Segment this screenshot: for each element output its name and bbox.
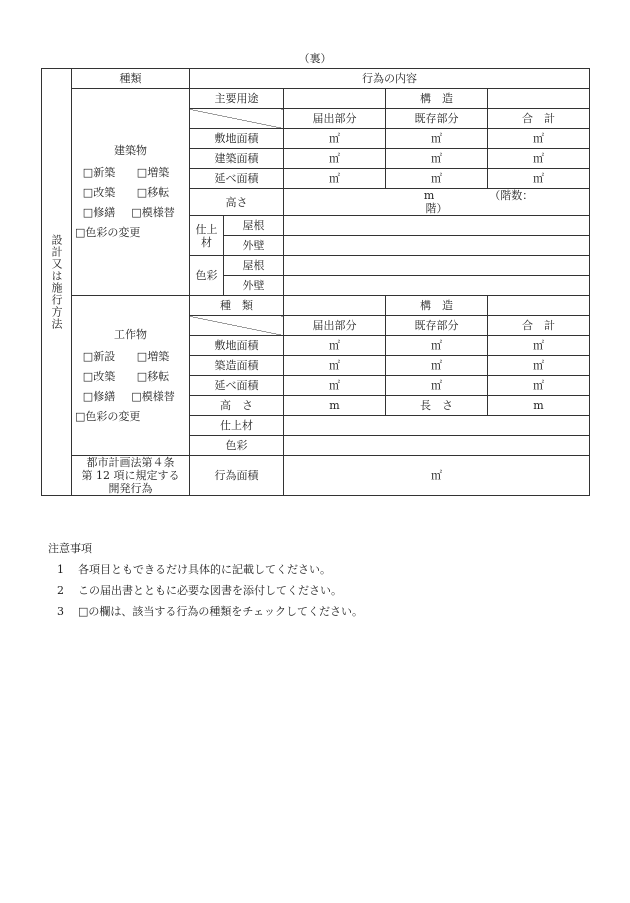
work-floor-area-total[interactable]: ㎡ — [488, 376, 590, 396]
site-area-total[interactable]: ㎡ — [488, 129, 590, 149]
checkbox-relocation[interactable]: □移転 — [136, 186, 170, 199]
work-kind-label: 種 類 — [190, 296, 284, 316]
header-kind: 種類 — [72, 69, 190, 89]
checkbox-rebuild-2[interactable]: □改築 — [82, 369, 116, 383]
work-height-field[interactable]: m — [284, 396, 386, 416]
note-text: □の欄は、該当する行為の種類をチェックしてください。 — [78, 605, 364, 618]
height-unit: m — [423, 189, 435, 202]
building-area-reported[interactable]: ㎡ — [284, 149, 386, 169]
work-color-field[interactable] — [284, 436, 590, 456]
design-method-table — [41, 68, 590, 496]
header-content: 行為の内容 — [190, 69, 590, 89]
building-area-label: 建築面積 — [190, 149, 284, 169]
note-item — [48, 559, 363, 580]
urban-line-2: 第 12 項に規定する — [81, 469, 180, 482]
checkbox-extension-2[interactable]: □増築 — [136, 349, 170, 363]
col-reported-2: 届出部分 — [284, 316, 386, 336]
checkbox-remodel-2[interactable]: □模様替 — [131, 389, 175, 403]
structure-kind-cell — [72, 296, 190, 456]
site-area-existing[interactable]: ㎡ — [386, 129, 488, 149]
building-structure-field[interactable] — [488, 89, 590, 109]
floor-area-reported[interactable]: ㎡ — [284, 169, 386, 189]
work-floor-area-label: 延べ面積 — [190, 376, 284, 396]
height-label: 高さ — [190, 189, 284, 216]
checkbox-repair[interactable]: □修繕 — [82, 206, 116, 219]
work-site-area-total[interactable]: ㎡ — [488, 336, 590, 356]
floor-area-total[interactable]: ㎡ — [488, 169, 590, 189]
action-area-field[interactable]: ㎡ — [284, 456, 590, 496]
urban-line-3: 開発行為 — [108, 482, 153, 495]
work-site-area-reported[interactable]: ㎡ — [284, 336, 386, 356]
finish-label-b: 材 — [201, 235, 212, 249]
urban-development-cell — [72, 456, 190, 496]
finish-roof-label: 屋根 — [224, 216, 284, 236]
checkbox-remodel[interactable]: □模様替 — [131, 206, 175, 219]
structure-heading: 工作物 — [114, 327, 147, 341]
col-total: 合 計 — [488, 109, 590, 129]
work-build-area-total[interactable]: ㎡ — [488, 356, 590, 376]
work-height-label: 高 さ — [190, 396, 284, 416]
finish-label-a: 仕上 — [195, 222, 218, 236]
notes-heading: 注意事項 — [48, 542, 92, 555]
page-title: （裏） — [298, 52, 332, 65]
note-number: 3 — [57, 605, 64, 618]
finish-wall-label: 外壁 — [224, 236, 284, 256]
work-color-label: 色彩 — [190, 436, 284, 456]
building-area-existing[interactable]: ㎡ — [386, 149, 488, 169]
col-total-2: 合 計 — [488, 316, 590, 336]
main-use-field[interactable] — [284, 89, 386, 109]
color-roof-field[interactable] — [284, 256, 590, 276]
notes-section — [48, 538, 363, 622]
work-build-area-reported[interactable]: ㎡ — [284, 356, 386, 376]
work-length-field[interactable]: m — [488, 396, 590, 416]
checkbox-repair-2[interactable]: □修繕 — [82, 389, 116, 403]
note-number: 1 — [57, 563, 64, 576]
col-reported: 届出部分 — [284, 109, 386, 129]
work-floor-area-reported[interactable]: ㎡ — [284, 376, 386, 396]
finish-label — [190, 216, 224, 256]
floors-unit: 階） — [425, 202, 448, 215]
finish-wall-field[interactable] — [284, 236, 590, 256]
diagonal-cell-2 — [190, 316, 284, 336]
color-roof-label: 屋根 — [224, 256, 284, 276]
work-build-area-existing[interactable]: ㎡ — [386, 356, 488, 376]
work-build-area-label: 築造面積 — [190, 356, 284, 376]
work-floor-area-existing[interactable]: ㎡ — [386, 376, 488, 396]
main-use-label: 主要用途 — [190, 89, 284, 109]
color-wall-field[interactable] — [284, 276, 590, 296]
work-finish-label: 仕上材 — [190, 416, 284, 436]
color-wall-label: 外壁 — [224, 276, 284, 296]
floor-area-existing[interactable]: ㎡ — [386, 169, 488, 189]
building-kind-cell — [72, 89, 190, 296]
note-item — [48, 601, 363, 622]
height-floors-field[interactable] — [284, 189, 590, 216]
note-text: 各項目ともできるだけ具体的に記載してください。 — [78, 563, 331, 576]
urban-line-1: 都市計画法第４条 — [86, 456, 175, 469]
work-site-area-label: 敷地面積 — [190, 336, 284, 356]
side-label: 設計又は施行方法 — [42, 69, 72, 496]
building-structure-label: 構 造 — [386, 89, 488, 109]
work-site-area-existing[interactable]: ㎡ — [386, 336, 488, 356]
checkbox-new-construction[interactable]: □新築 — [82, 166, 116, 179]
building-area-total[interactable]: ㎡ — [488, 149, 590, 169]
finish-roof-field[interactable] — [284, 216, 590, 236]
work-finish-field[interactable] — [284, 416, 590, 436]
building-heading: 建築物 — [114, 144, 147, 157]
site-area-reported[interactable]: ㎡ — [284, 129, 386, 149]
work-kind-field[interactable] — [284, 296, 386, 316]
diagonal-cell — [190, 109, 284, 129]
checkbox-rebuild[interactable]: □改築 — [82, 186, 116, 199]
work-length-label: 長 さ — [386, 396, 488, 416]
work-structure-field[interactable] — [488, 296, 590, 316]
floors-label: （階数： — [489, 189, 534, 202]
site-area-label: 敷地面積 — [190, 129, 284, 149]
action-area-label: 行為面積 — [190, 456, 284, 496]
checkbox-new-install[interactable]: □新設 — [82, 349, 116, 363]
checkbox-extension[interactable]: □増築 — [136, 166, 170, 179]
floor-area-label: 延べ面積 — [190, 169, 284, 189]
checkbox-color-change[interactable]: □色彩の変更 — [75, 226, 141, 239]
col-existing-2: 既存部分 — [386, 316, 488, 336]
checkbox-relocation-2[interactable]: □移転 — [136, 369, 170, 383]
note-item — [48, 580, 363, 601]
color-label: 色彩 — [190, 256, 224, 296]
col-existing: 既存部分 — [386, 109, 488, 129]
note-text: この届出書とともに必要な図書を添付してください。 — [78, 584, 342, 597]
note-number: 2 — [57, 584, 64, 597]
work-structure-label: 構 造 — [386, 296, 488, 316]
checkbox-color-change-2[interactable]: □色彩の変更 — [75, 409, 141, 423]
